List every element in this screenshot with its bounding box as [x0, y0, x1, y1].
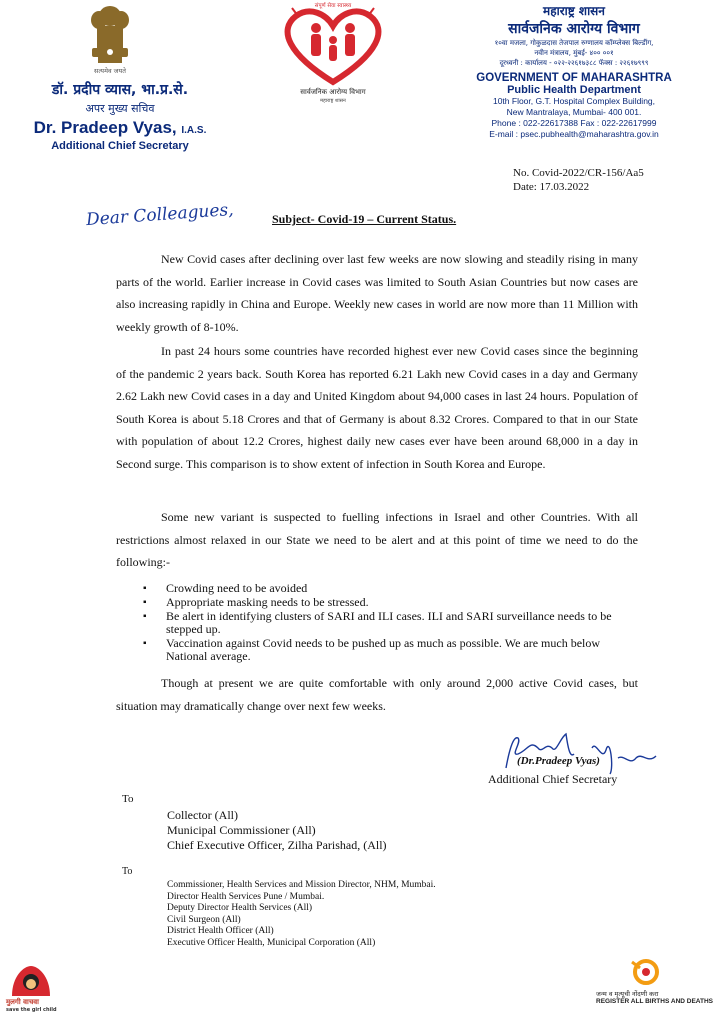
recipient: Commissioner, Health Services and Mission Director, NHM, Mumbai. [167, 880, 436, 890]
salutation: Dear Colleagues, [85, 199, 235, 231]
action-list [143, 582, 643, 664]
department-block [458, 2, 690, 140]
recipient: Deputy Director Health Services (All) [167, 903, 313, 913]
reference-number: No. Covid-2022/CR-156/Aa5 [513, 167, 644, 179]
closing-paragraph: Though at present we are quite comfortable with only around 2,000 active Covid cases, but situation may dramatically change over next few weeks. [116, 676, 638, 713]
list-item: ▪ Crowding need to be avoided [143, 582, 643, 595]
dept-email: E-mail : psec.pubhealth@maharashtra.gov.in [489, 129, 659, 139]
recipient: Collector (All) [167, 808, 238, 822]
paragraph-2: In past 24 hours some countries have recorded highest ever new Covid cases since the beginning of the pandemic 2 years back. South Korea has reported 6.21 Lakh new Covid cases in a day and Germany 2.62 Lakh new Covid cases in a day and United Kingdom about 94,000 cases in last 24 hours. Population of South Korea is about 5.18 Crores and that of Germany is about 8.32 Crores. Compared to that in our State with population of about 12.2 Crores, highest daily new cases ever have been around 68,000 in a day in Second surge. This comparison is to show extent of infection in South Korea and Europe. [116, 344, 638, 471]
signature-icon [496, 728, 666, 778]
letter-date: Date: 17.03.2022 [513, 181, 590, 193]
register-births-logo [626, 956, 666, 988]
dept-address-1: 10th Floor, G.T. Hospital Complex Building, [492, 96, 656, 106]
signatory-title: Additional Chief Secretary [488, 772, 618, 786]
register-births-text: जन्म व मृत्यूची नोंदणी करा REGISTER ALL BIRTHS AND DEATHS [596, 990, 713, 1005]
recipients-primary [167, 808, 387, 853]
sender-title-hindi: अपर मुख्य सचिव [85, 102, 155, 115]
recipient: Civil Surgeon (All) [167, 914, 241, 925]
paragraph-3: Some new variant is suspected to fuelling infections in Israel and other Countries. With all restrictions almost relaxed in our State we need to be alert and at this point of time we need to do the following:- [116, 510, 638, 569]
to-label: To [122, 793, 134, 805]
recipients-secondary [167, 880, 436, 949]
reference-block [513, 166, 644, 194]
list-item: ▪ Appropriate masking needs to be stressed. [143, 596, 643, 609]
heart-family-logo-icon [268, 2, 398, 86]
save-girl-child-text: मुलगी वाचवा save the girl child [6, 998, 57, 1013]
sender-name: Dr. Pradeep Vyas, I.A.S. [33, 118, 207, 137]
sender-name-hindi: डॉ. प्रदीप व्यास, भा.प्र.से. [51, 82, 189, 98]
list-item: ▪ Be alert in identifying clusters of SARI and ILI cases. ILI and SARI surveillance needs to be stepped up. [143, 610, 643, 636]
save-girl-child-logo [6, 960, 56, 1000]
signatory-name: (Dr.Pradeep Vyas) [517, 755, 600, 767]
dept-address-hindi-1: १०वा मजला, गोकुळदास तेजपाल रुग्णालय कॉम्प्लेक्स बिल्डींग, [494, 39, 654, 47]
gov-name-hindi: महाराष्ट्र शासन [543, 4, 605, 18]
sender-title: Additional Chief Secretary [51, 140, 189, 152]
dept-name: Public Health Department [507, 84, 641, 96]
public-health-logo [268, 2, 398, 102]
dept-address-hindi-2: नवीन मंत्रालय, मुंबई- ४०० ००१ [534, 49, 614, 57]
girl-child-icon [6, 960, 56, 1000]
recipient: Director Health Services Pune / Mumbai. [167, 891, 325, 902]
emblem-caption: सत्यमेव जयते [94, 67, 126, 75]
logo-sub: महाराष्ट्र शासन [320, 98, 346, 104]
logo-caption: सार्वजनिक आरोग्य विभाग [300, 88, 366, 96]
recipient: Executive Officer Health, Municipal Corporation (All) [167, 937, 376, 948]
dept-name-hindi: सार्वजनिक आरोग्य विभाग [508, 21, 640, 37]
list-item: ▪ Vaccination against Covid needs to be pushed up as much as possible. We are much below National average. [143, 637, 643, 663]
subject-line: Subject- Covid-19 – Current Status. [272, 212, 457, 226]
sender-block [0, 80, 240, 152]
dept-address-2: New Mantralaya, Mumbai- 400 001. [506, 107, 642, 117]
logo-arc-text: संपूर्ण सेवा स्वास्थ्य [314, 3, 352, 9]
recipient: Chief Executive Officer, Zilha Parishad, (All) [167, 838, 387, 852]
dept-phone: Phone : 022-22617388 Fax : 022-22617999 [491, 118, 657, 128]
dept-phone-hindi: दूरध्वनी : कार्यालय - ०२२-२२६१७३८८ फॅक्स : २२६१७९९९ [499, 59, 649, 67]
gov-name: GOVERNMENT OF MAHARASHTRA [476, 72, 672, 84]
register-births-icon [626, 956, 666, 988]
recipient: Municipal Commissioner (All) [167, 823, 316, 837]
to-label-2: To [122, 866, 133, 877]
state-emblem [80, 2, 140, 80]
recipient: District Health Officer (All) [167, 926, 274, 936]
paragraph-1: New Covid cases after declining over last few weeks are now slowing and steadily rising in many parts of the world. Earlier increase in Covid cases was limited to South Asian Countries but now cases are also increasing rapidly in China and Europe. Weekly new cases in world are now more than 11 Million with weekly growth of 8-10%. [116, 252, 638, 334]
